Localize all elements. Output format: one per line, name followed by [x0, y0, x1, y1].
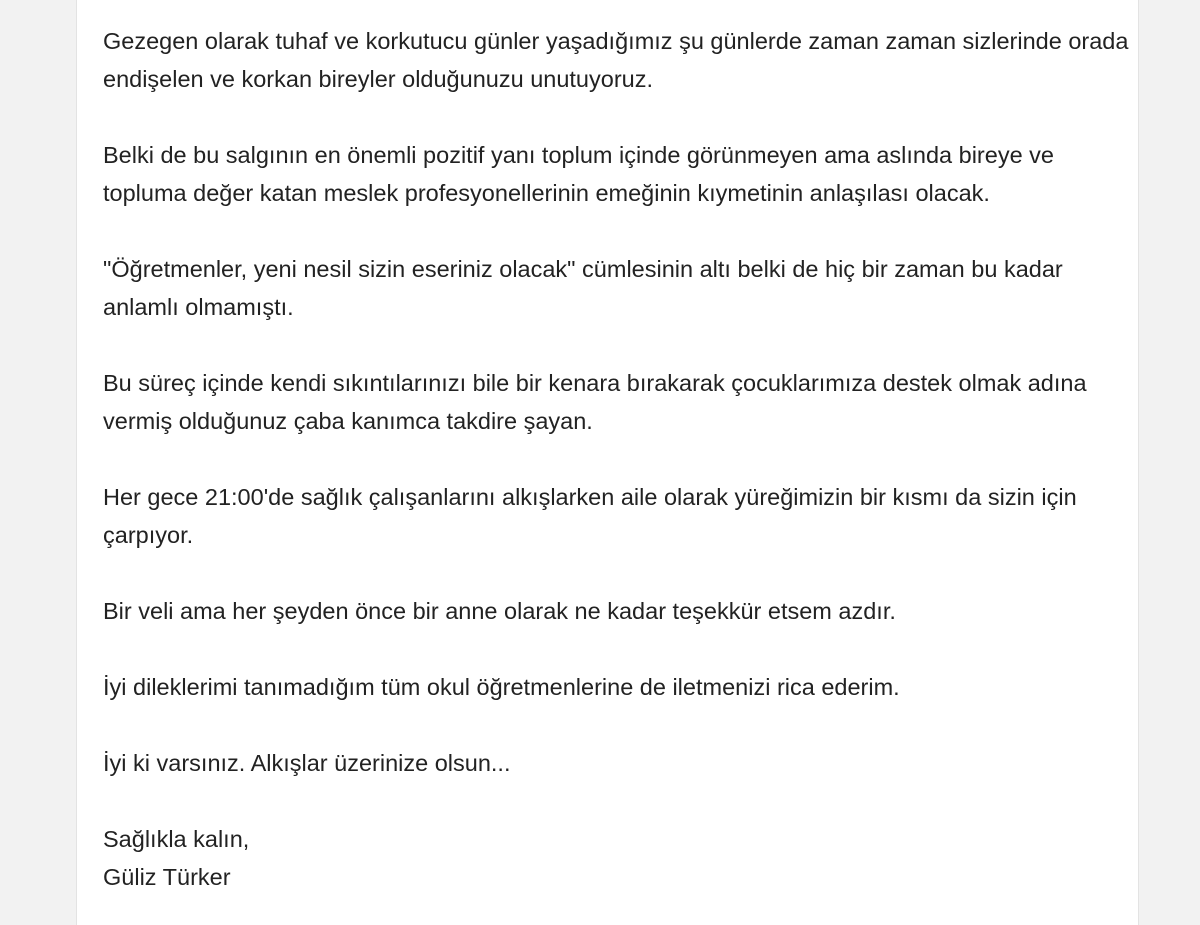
paragraph-8: [103, 744, 1123, 782]
paragraph-line: Bu süreç içinde kendi sıkıntılarınızı bile bir kenara bırakarak çocuklarımıza destek olmak adına: [103, 370, 1087, 396]
paragraph-1: [103, 22, 1129, 98]
paragraph-5: [103, 478, 1123, 554]
closing-line: Sağlıkla kalın,: [103, 826, 250, 852]
paragraph-line: topluma değer katan meslek profesyonellerinin emeğinin kıymetinin anlaşılası olacak.: [103, 180, 990, 206]
paragraph-line: Belki de bu salgının en önemli pozitif yanı toplum içinde görünmeyen ama aslında bireye ve: [103, 142, 1054, 168]
paragraph-line: vermiş olduğunuz çaba kanımca takdire şayan.: [103, 408, 593, 434]
paragraph-line: Gezegen olarak tuhaf ve korkutucu günler yaşadığımız şu günlerde zaman zaman sizlerinde orada: [103, 28, 1129, 54]
paragraph-line: Bir veli ama her şeyden önce bir anne olarak ne kadar teşekkür etsem azdır.: [103, 598, 896, 624]
letter-body: [103, 22, 1129, 896]
paragraph-line: "Öğretmenler, yeni nesil sizin eseriniz olacak" cümlesinin altı belki de hiç bir zaman bu kadar: [103, 256, 1063, 282]
letter-page: [76, 0, 1139, 925]
sign-off: [103, 820, 1123, 896]
paragraph-line: endişelen ve korkan bireyler olduğunuzu unutuyoruz.: [103, 66, 653, 92]
paragraph-4: [103, 364, 1123, 440]
paragraph-3: [103, 250, 1123, 326]
paragraph-2: [103, 136, 1123, 212]
paragraph-line: İyi dileklerimi tanımadığım tüm okul öğretmenlerine de iletmenizi rica ederim.: [103, 674, 900, 700]
paragraph-6: [103, 592, 1123, 630]
paragraph-line: çarpıyor.: [103, 522, 194, 548]
paragraph-line: İyi ki varsınız. Alkışlar üzerinize olsun...: [103, 750, 511, 776]
signature-name: Güliz Türker: [103, 864, 231, 890]
paragraph-7: [103, 668, 1123, 706]
paragraph-line: Her gece 21:00'de sağlık çalışanlarını alkışlarken aile olarak yüreğimizin bir kısmı da sizin için: [103, 484, 1077, 510]
paragraph-line: anlamlı olmamıştı.: [103, 294, 294, 320]
